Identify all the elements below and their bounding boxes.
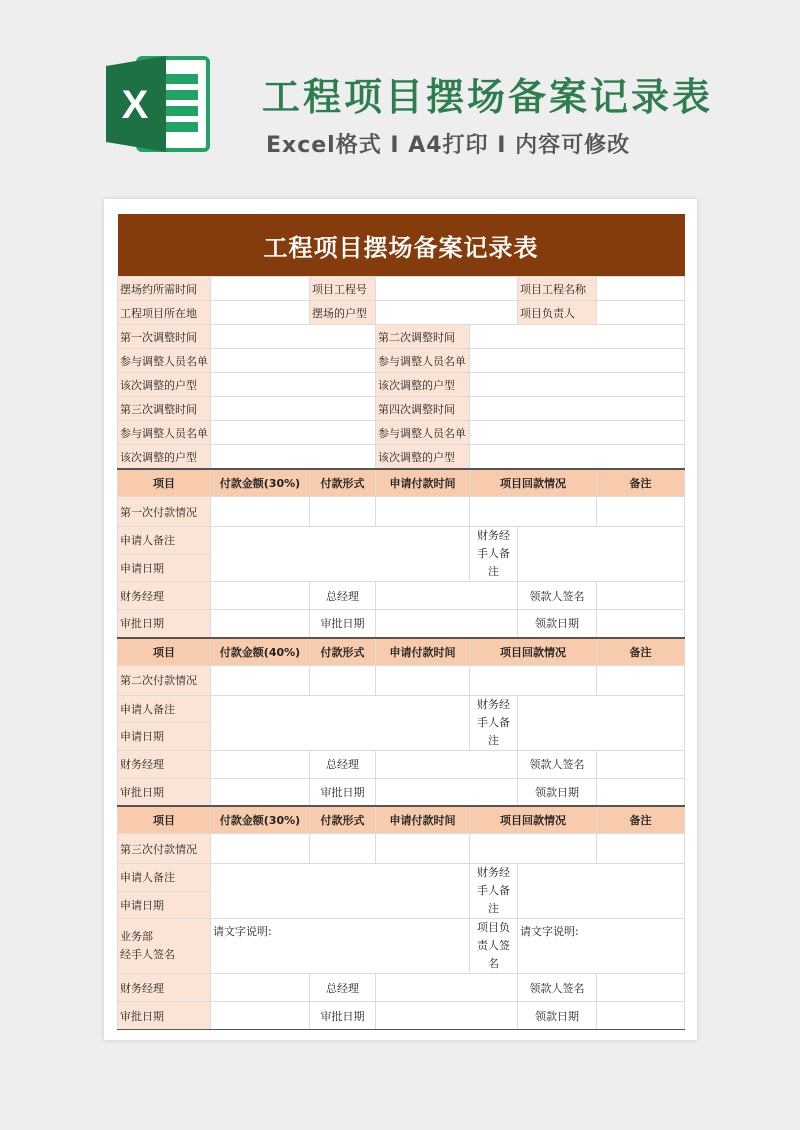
row-label: 第一次付款情况 (118, 497, 211, 527)
column-header: 备注 (597, 806, 685, 834)
cell-label: 领款日期 (518, 778, 597, 806)
cell-label: 领款人签名 (518, 582, 597, 610)
input-cell[interactable] (211, 834, 310, 864)
page-title: 工程项目摆场备案记录表 (262, 75, 714, 119)
input-cell[interactable] (211, 527, 470, 582)
cell-label: 总经理 (310, 750, 376, 778)
column-header: 付款金额(30%) (211, 469, 310, 497)
cell-label: 财务经手人备注 (470, 695, 518, 750)
row-label: 第二次付款情况 (118, 665, 211, 695)
input-cell[interactable] (211, 497, 310, 527)
input-cell[interactable] (597, 750, 685, 778)
input-cell[interactable] (376, 277, 518, 301)
cell-label: 该次调整的户型 (376, 445, 470, 470)
input-cell[interactable] (518, 527, 685, 582)
cell-label: 参与调整人员名单 (376, 421, 470, 445)
cell-label: 申请人备注 (118, 864, 211, 892)
input-cell[interactable] (470, 397, 685, 421)
cell-label: 第三次调整时间 (118, 397, 211, 421)
column-header: 付款形式 (310, 638, 376, 666)
cell-label: 领款日期 (518, 1002, 597, 1030)
input-cell[interactable] (211, 695, 470, 750)
column-header: 申请付款时间 (376, 469, 470, 497)
cell-label: 申请人备注 (118, 527, 211, 555)
input-cell[interactable] (470, 421, 685, 445)
cell-label: 审批日期 (310, 610, 376, 638)
cell-label: 该次调整的户型 (118, 445, 211, 470)
input-cell[interactable] (211, 665, 310, 695)
input-cell[interactable] (211, 277, 310, 301)
cell-label: 申请日期 (118, 723, 211, 751)
input-cell[interactable] (211, 582, 310, 610)
cell-label: 该次调整的户型 (118, 373, 211, 397)
cell-label: 申请日期 (118, 891, 211, 919)
column-header: 申请付款时间 (376, 806, 470, 834)
input-cell[interactable] (211, 301, 310, 325)
cell-label: 项目负责人签名 (470, 919, 518, 974)
logo-letter: X (121, 83, 149, 127)
column-header: 申请付款时间 (376, 638, 470, 666)
input-cell[interactable] (211, 373, 376, 397)
input-cell[interactable] (597, 301, 685, 325)
input-cell[interactable] (376, 582, 518, 610)
input-cell[interactable] (211, 349, 376, 373)
cell-label: 财务经手人备注 (470, 864, 518, 919)
input-cell[interactable] (470, 497, 597, 527)
row-label: 第三次付款情况 (118, 834, 211, 864)
input-cell[interactable] (518, 864, 685, 919)
cell-label: 领款人签名 (518, 974, 597, 1002)
text-hint[interactable]: 请文字说明: (211, 919, 470, 974)
cell-label: 申请人备注 (118, 695, 211, 723)
column-header: 项目回款情况 (470, 469, 597, 497)
text-hint[interactable]: 请文字说明: (518, 919, 685, 974)
cell-label: 审批日期 (118, 610, 211, 638)
sheet-title: 工程项目摆场备案记录表 (118, 214, 685, 277)
page-subtitle: Excel格式 I A4打印 I 内容可修改 (266, 133, 631, 158)
record-table (117, 214, 685, 1030)
input-cell[interactable] (597, 610, 685, 638)
input-cell[interactable] (376, 497, 470, 527)
input-cell[interactable] (470, 834, 597, 864)
input-cell[interactable] (597, 497, 685, 527)
column-header: 项目 (118, 469, 211, 497)
input-cell[interactable] (310, 834, 376, 864)
input-cell[interactable] (597, 277, 685, 301)
cell-label: 经手人签名 (120, 948, 175, 961)
column-header: 付款金额(40%) (211, 638, 310, 666)
input-cell[interactable] (211, 610, 310, 638)
input-cell[interactable] (211, 445, 376, 470)
column-header: 项目 (118, 806, 211, 834)
column-header: 项目回款情况 (470, 638, 597, 666)
cell-label: 领款日期 (518, 610, 597, 638)
column-header: 备注 (597, 638, 685, 666)
cell-label: 财务经手人备注 (470, 527, 518, 582)
cell-label: 项目工程名称 (518, 277, 597, 301)
cell-label: 业务部 (120, 930, 153, 943)
input-cell[interactable] (376, 610, 518, 638)
input-cell[interactable] (376, 778, 518, 806)
cell-label: 审批日期 (118, 778, 211, 806)
cell-label: 审批日期 (310, 1002, 376, 1030)
input-cell[interactable] (470, 445, 685, 470)
cell-label: 申请日期 (118, 554, 211, 582)
cell-label: 参与调整人员名单 (118, 349, 211, 373)
cell-label: 项目工程号 (310, 277, 376, 301)
input-cell[interactable] (518, 695, 685, 750)
input-cell[interactable] (597, 582, 685, 610)
input-cell[interactable] (376, 301, 518, 325)
input-cell[interactable] (376, 834, 470, 864)
input-cell[interactable] (597, 778, 685, 806)
input-cell[interactable] (310, 665, 376, 695)
cell-label: 审批日期 (310, 778, 376, 806)
cell-label: 财务经理 (118, 974, 211, 1002)
input-cell[interactable] (597, 665, 685, 695)
input-cell[interactable] (470, 373, 685, 397)
column-header: 项目 (118, 638, 211, 666)
input-cell[interactable] (211, 1002, 310, 1030)
cell-label: 该次调整的户型 (376, 373, 470, 397)
input-cell[interactable] (310, 497, 376, 527)
input-cell[interactable] (376, 750, 518, 778)
input-cell[interactable] (470, 349, 685, 373)
input-cell[interactable] (597, 974, 685, 1002)
excel-logo-icon (104, 52, 212, 156)
input-cell[interactable] (597, 1002, 685, 1030)
column-header: 备注 (597, 469, 685, 497)
input-cell[interactable] (211, 325, 376, 349)
input-cell[interactable] (376, 1002, 518, 1030)
cell-label: 参与调整人员名单 (376, 349, 470, 373)
cell-label: 财务经理 (118, 750, 211, 778)
business-dept-label (118, 919, 211, 974)
cell-label: 摆场约所需时间 (118, 277, 211, 301)
column-header: 付款金额(30%) (211, 806, 310, 834)
cell-label: 参与调整人员名单 (118, 421, 211, 445)
cell-label: 领款人签名 (518, 750, 597, 778)
cell-label: 项目负责人 (518, 301, 597, 325)
input-cell[interactable] (211, 974, 310, 1002)
column-header: 付款形式 (310, 469, 376, 497)
cell-label: 审批日期 (118, 1002, 211, 1030)
input-cell[interactable] (211, 778, 310, 806)
cell-label: 第一次调整时间 (118, 325, 211, 349)
input-cell[interactable] (376, 974, 518, 1002)
input-cell[interactable] (470, 665, 597, 695)
column-header: 付款形式 (310, 806, 376, 834)
cell-label: 总经理 (310, 582, 376, 610)
input-cell[interactable] (597, 834, 685, 864)
input-cell[interactable] (211, 421, 376, 445)
input-cell[interactable] (376, 665, 470, 695)
cell-label: 第二次调整时间 (376, 325, 470, 349)
input-cell[interactable] (211, 864, 470, 919)
cell-label: 第四次调整时间 (376, 397, 470, 421)
input-cell[interactable] (211, 750, 310, 778)
column-header: 项目回款情况 (470, 806, 597, 834)
cell-label: 总经理 (310, 974, 376, 1002)
cell-label: 工程项目所在地 (118, 301, 211, 325)
cell-label: 摆场的户型 (310, 301, 376, 325)
input-cell[interactable] (470, 325, 685, 349)
input-cell[interactable] (211, 397, 376, 421)
cell-label: 财务经理 (118, 582, 211, 610)
